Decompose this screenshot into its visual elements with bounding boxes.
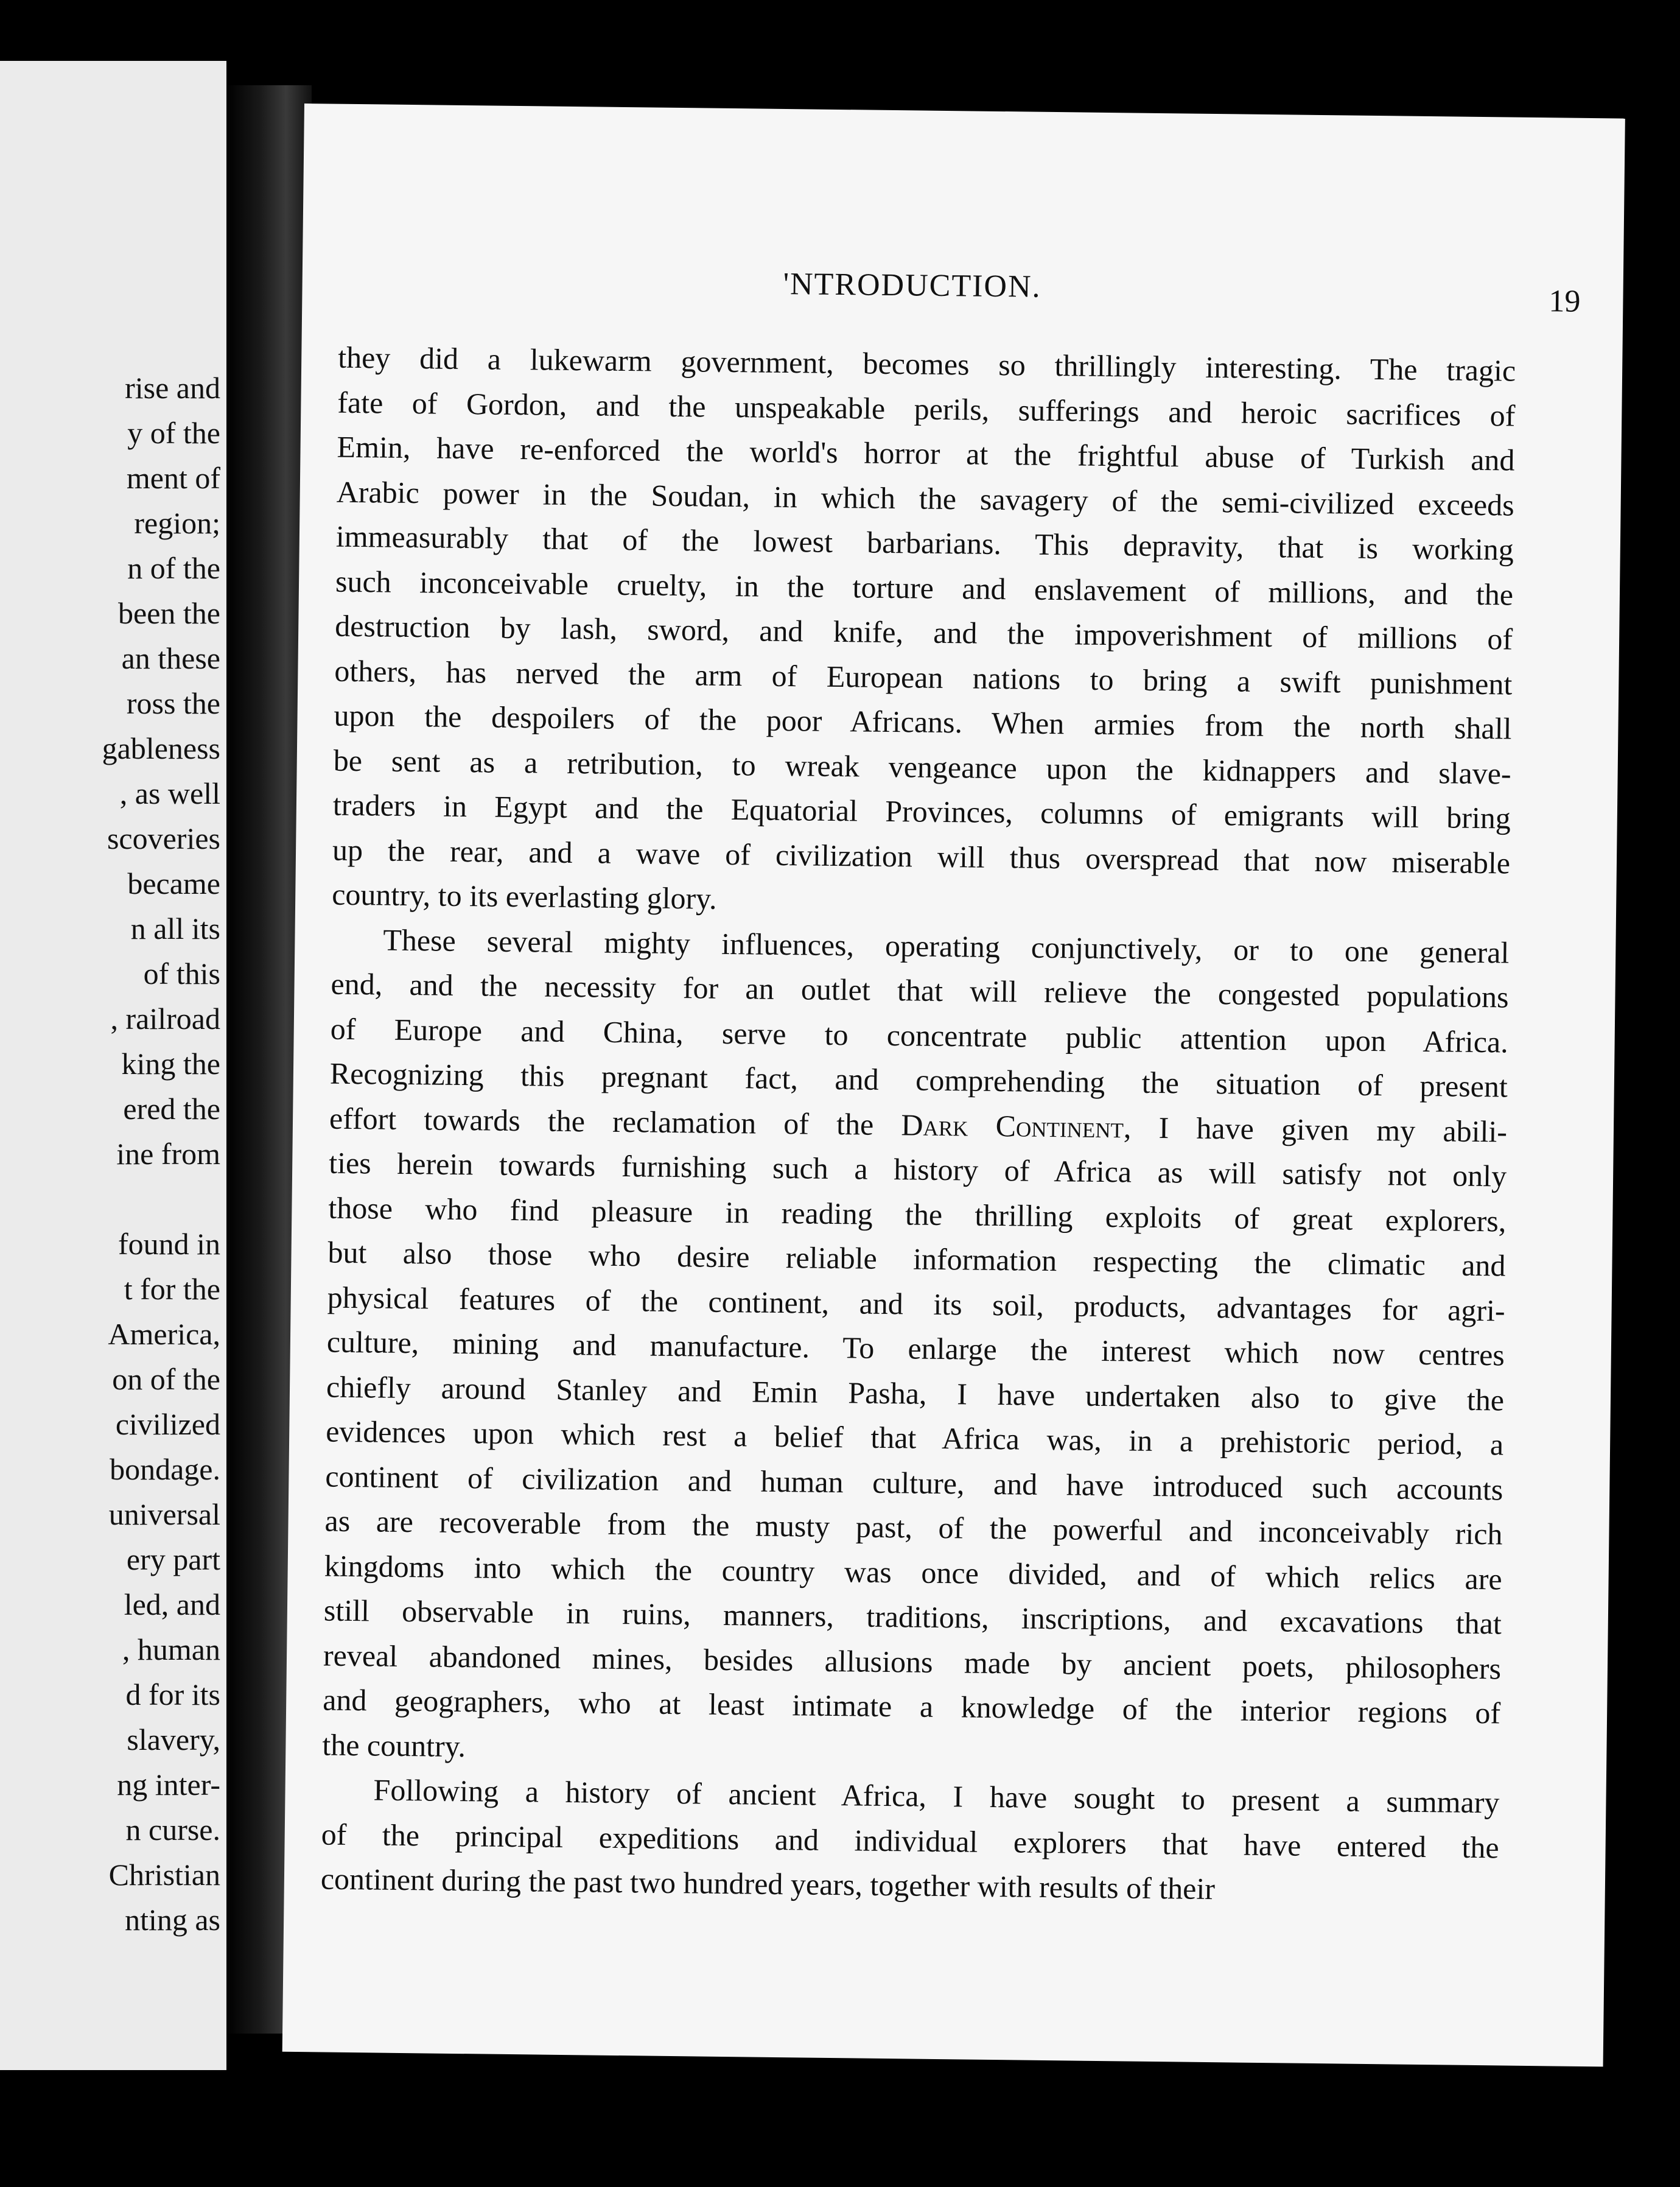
left-page-line: ross the <box>126 686 220 720</box>
left-page-text <box>1 365 220 1942</box>
paragraph <box>322 917 1510 1780</box>
text-line: evidences upon which rest a belief that Africa was, in a prehistoric period, a <box>325 1414 1504 1462</box>
text-line: fate of Gordon, and the unspeakable perils, sufferings and heroic sacrifices of <box>337 385 1516 433</box>
text-line: physical features of the continent, and its soil, products, advantages for agri- <box>327 1280 1505 1328</box>
text-line: be sent as a retribution, to wreak vengeance upon the kidnappers and slave- <box>333 743 1511 791</box>
text-line: destruction by lash, sword, and knife, and the impoverishment of millions of <box>334 608 1513 656</box>
left-page-line <box>1 1176 220 1221</box>
text-line: Emin, have re-enforced the world's horror at the frightful abuse of Turkish and <box>337 429 1515 477</box>
page-header <box>302 261 1623 318</box>
text-line: ties herein towards furnishing such a history of Africa as will satisfy not only <box>328 1145 1507 1193</box>
left-page-line: became <box>127 866 220 900</box>
text-line: up the rear, and a wave of civilization will thus overspread that now miserable <box>332 832 1511 880</box>
left-page-line: , human <box>122 1632 220 1666</box>
left-page-line: led, and <box>124 1587 220 1621</box>
text-line: chiefly around Stanley and Emin Pasha, I have undertaken also to give the <box>326 1369 1505 1417</box>
left-page-line: ment of <box>126 461 220 495</box>
text-line: continent during the past two hundred years, together with results of their <box>320 1861 1216 1906</box>
left-page-line: universal <box>108 1497 220 1531</box>
left-page-line: been the <box>118 596 220 630</box>
left-page <box>0 61 226 2070</box>
left-page-line: nting as <box>125 1903 220 1937</box>
left-page-line: n all its <box>130 911 220 946</box>
text-line: they did a lukewarm government, becomes so thrillingly interesting. The tragic <box>337 340 1516 388</box>
text-line: still observable in ruins, manners, traditions, inscriptions, and excavations that <box>323 1593 1502 1641</box>
right-page <box>282 104 1625 2066</box>
text-line: as are recoverable from the musty past, of the powerful and inconceivably rich <box>324 1503 1503 1551</box>
text-line: These several mighty influences, operating conjunctively, or to one general <box>383 922 1510 970</box>
text-line: traders in Egypt and the Equatorial Provinces, columns of emigrants will bring <box>332 787 1511 835</box>
paragraph <box>321 1768 1500 1915</box>
text-line: Following a history of ancient Africa, I have sought to present a summary <box>373 1772 1500 1820</box>
text-line: upon the despoilers of the poor Africans. When armies from the north shall <box>334 698 1512 746</box>
text-line: those who find pleasure in reading the thrilling exploits of great explorers, <box>328 1190 1507 1238</box>
text-line: reveal abandoned mines, besides allusions made by ancient poets, philosophers <box>323 1638 1502 1685</box>
text-line: of the principal expeditions and individual explorers that have entered the <box>321 1816 1499 1864</box>
left-page-line: ine from <box>116 1137 220 1171</box>
text-line: Arabic power in the Soudan, in which the savagery of the semi-civilized exceeds <box>336 474 1514 522</box>
left-page-line: gableness <box>102 731 220 765</box>
text-line: others, has nerved the arm of European nations to bring a swift punishment <box>334 653 1513 701</box>
left-page-line: ery part <box>126 1542 220 1576</box>
left-page-line: of this <box>143 957 220 991</box>
text-line: and geographers, who at least intimate a knowledge of the interior regions of <box>322 1682 1501 1730</box>
left-page-line: found in <box>117 1227 220 1261</box>
left-page-line: , as well <box>119 776 220 810</box>
left-page-line: y of the <box>127 416 220 450</box>
text-line: of Europe and China, serve to concentrate public attention upon Africa. <box>330 1011 1508 1059</box>
left-page-line: on of the <box>112 1362 220 1396</box>
page-number: 19 <box>1549 284 1581 319</box>
text-line: kingdoms into which the country was once divided, and of which relics are <box>324 1548 1502 1596</box>
text-line: end, and the necessity for an outlet that will relieve the congested populations <box>331 966 1509 1014</box>
left-page-line: region; <box>134 506 220 540</box>
text-line: continent of civilization and human culture, and have introduced such accounts <box>325 1459 1503 1506</box>
text-line: but also those who desire reliable information respecting the climatic and <box>327 1235 1506 1283</box>
left-page-line: t for the <box>124 1272 220 1306</box>
left-page-line: slavery, <box>127 1722 220 1757</box>
text-line: the country. <box>322 1727 466 1763</box>
text-line: country, to its everlasting glory. <box>331 877 717 916</box>
body-text <box>321 335 1516 1915</box>
left-page-line: rise and <box>125 371 220 405</box>
left-page-line: ng inter- <box>117 1768 220 1802</box>
text-line: effort towards the reclamation of the Dark Continent, I have given my abili- <box>329 1101 1508 1149</box>
text-line: such inconceivable cruelty, in the torture and enslavement of millions, and the <box>335 564 1514 612</box>
left-page-line: , railroad <box>110 1002 220 1036</box>
left-page-line: Christian <box>108 1858 220 1892</box>
left-page-line: n of the <box>127 551 220 585</box>
text-line: immeasurably that of the lowest barbarians. This depravity, that is working <box>335 519 1514 567</box>
paragraph <box>332 335 1516 930</box>
left-page-line: scoveries <box>107 821 220 855</box>
left-page-line: an these <box>121 641 220 675</box>
left-page-line: civilized <box>115 1407 220 1441</box>
left-page-line: America, <box>108 1317 220 1351</box>
left-page-line: king the <box>121 1047 220 1081</box>
text-line: culture, mining and manufacture. To enlarge the interest which now centres <box>326 1324 1505 1372</box>
left-page-line: ered the <box>123 1092 220 1126</box>
text-line: Recognizing this pregnant fact, and comprehending the situation of present <box>329 1056 1508 1104</box>
left-page-line: bondage. <box>110 1452 220 1486</box>
left-page-line: d for its <box>125 1677 220 1711</box>
left-page-line: n curse. <box>125 1813 220 1847</box>
running-head: 'NTRODUCTION. <box>783 266 1041 304</box>
